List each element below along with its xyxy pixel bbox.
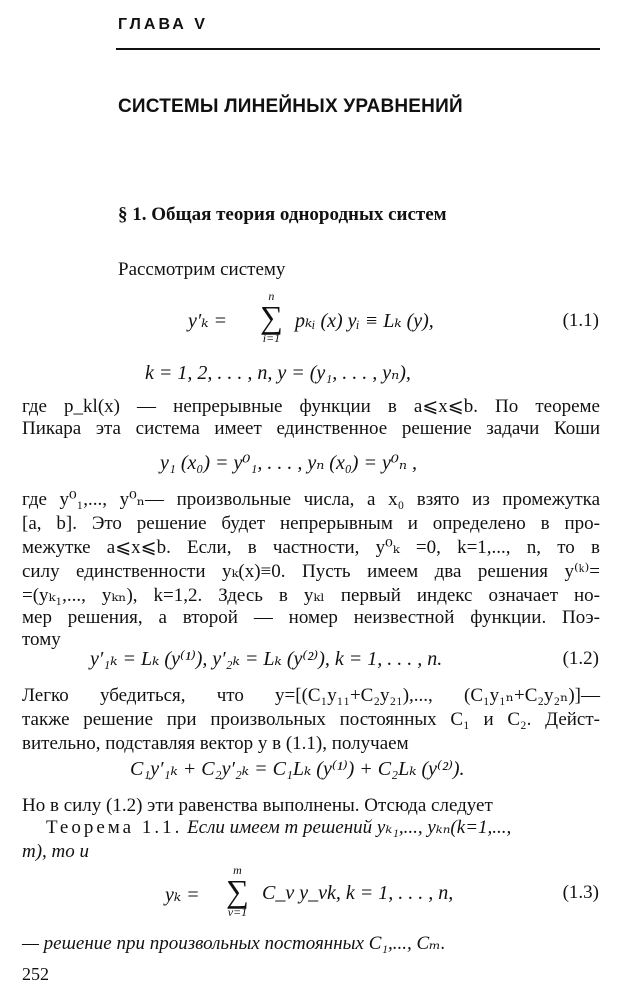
sum-lower-limit: ν=1 — [227, 905, 248, 919]
section-heading: § 1. Общая теория однородных систем — [118, 204, 447, 225]
formula-1-1-lhs: y′ₖ = — [188, 310, 228, 332]
theorem-text: Если имеем m решений yₖ₁,..., yₖₙ(k=1,..., — [187, 817, 512, 838]
theorem-line: m), то и — [22, 841, 90, 862]
equation-number: (1.3) — [562, 882, 599, 903]
sum-symbol-1-1 — [260, 290, 283, 344]
chapter-title: СИСТЕМЫ ЛИНЕЙНЫХ УРАВНЕНИЙ — [118, 96, 463, 117]
paragraph-line: — решение при произвольных постоянных C₁,..., Cₘ. — [22, 933, 446, 954]
paragraph-line: где y⁰₁,..., y⁰ₙ— произвольные числа, а x₀ взято из промежутка — [22, 489, 600, 510]
paragraph-line: Пикара эта система имеет единственное решение задачи Коши — [22, 418, 600, 439]
sum-symbol-1-3 — [226, 864, 249, 918]
sum-upper-limit: m — [233, 863, 242, 877]
sum-lower-limit: i=1 — [262, 331, 281, 345]
paragraph-line: тому — [22, 629, 61, 650]
paragraph-line: Легко убедиться, что y=[(C₁y₁₁+C₂y₂₁),..., (C₁y₁ₙ+C₂y₂ₙ)]— — [22, 685, 600, 706]
formula-1-1-rhs: pₖᵢ (x) yᵢ ≡ Lₖ (y), — [295, 310, 434, 332]
paragraph-line: силу единственности yₖ(x)≡0. Пусть имеем два решения y⁽ᵏ⁾= — [22, 561, 600, 582]
formula-1-3-lhs: yₖ = — [165, 884, 200, 906]
theorem-line — [46, 816, 600, 839]
equation-number: (1.1) — [562, 310, 599, 331]
paragraph-line: =(yₖ₁,..., yₖₙ), k=1,2. Здесь в yₖₗ первый индекс означает но- — [22, 585, 600, 606]
formula-1-3-rhs: C_ν y_νk, k = 1, . . . , n, — [262, 882, 454, 904]
paragraph-line: где p_kl(x) — непрерывные функции в a⩽x⩽b. По теореме — [22, 396, 600, 417]
formula-indices: k = 1, 2, . . . , n, y = (y₁, . . . , yₙ), — [145, 362, 411, 384]
formula-initial-conditions: y₁ (x₀) = y⁰₁, . . . , yₙ (x₀) = y⁰ₙ , — [160, 452, 417, 474]
paragraph-line: мер решения, а второй — номер неизвестной функции. Поэ- — [22, 607, 600, 628]
equation-number: (1.2) — [562, 648, 599, 669]
paragraph-line: Но в силу (1.2) эти равенства выполнены. Отсюда следует — [22, 795, 493, 816]
paragraph-line: межутке a⩽x⩽b. Если, в частности, y⁰ₖ =0, k=1,..., n, то в — [22, 537, 600, 558]
page-number: 252 — [22, 964, 49, 984]
formula-substitution: C₁y′₁ₖ + C₂y′₂ₖ = C₁Lₖ (y⁽¹⁾) + C₂Lₖ (y⁽²⁾). — [130, 758, 465, 780]
paragraph-line: [a, b]. Это решение будет непрерывным и определено в про- — [22, 513, 600, 534]
formula-1-2: y′₁ₖ = Lₖ (y⁽¹⁾), y′₂ₖ = Lₖ (y⁽²⁾), k = 1, . . . , n. — [90, 648, 443, 670]
chapter-heading: ГЛАВА V — [118, 16, 208, 33]
sigma-icon: ∑ — [260, 299, 283, 335]
sigma-icon: ∑ — [226, 873, 249, 909]
paragraph-line: Рассмотрим систему — [118, 259, 286, 280]
paragraph-line: вительно, подставляя вектор y в (1.1), получаем — [22, 733, 409, 754]
chapter-rule — [116, 48, 600, 50]
paragraph-line: также решение при произвольных постоянных C₁ и C₂. Дейст- — [22, 709, 600, 730]
theorem-label: Теорема 1.1. — [46, 817, 183, 838]
sum-upper-limit: n — [268, 289, 275, 303]
